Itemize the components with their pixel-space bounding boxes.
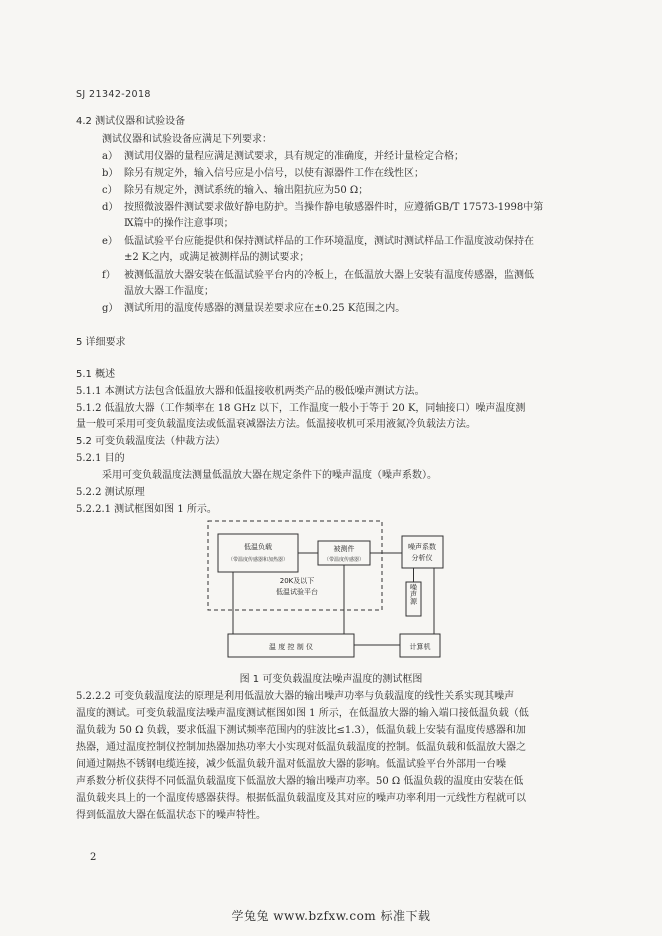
paragraph-line: 温负载为 50 Ω 负载，要求低温下测试频率范围内的驻波比≤1.3），低温负载上安装有温度传感器和加 xyxy=(76,725,526,736)
list-item-label: d） xyxy=(102,202,119,213)
standard-code: SJ 21342-2018 xyxy=(76,89,151,100)
section-5-2-2-heading: 5.2.2 测试原理 xyxy=(76,487,145,498)
paragraph-line: 间通过隔热不锈钢电缆连接，减少低温负载升温对低温放大器的影响。低温试验平台外部用一台噪 xyxy=(76,759,506,770)
list-item-label: e） xyxy=(102,236,118,247)
paragraph-5-1-2-cont: 量一般可采用可变负载温度法或低温衰减器法方法。低温接收机可采用液氮冷负载法方法。 xyxy=(76,419,476,430)
list-item-text: 测试用仪器的量程应满足测试要求，具有规定的准确度，并经计量检定合格； xyxy=(124,151,464,162)
paragraph-5-1-1: 5.1.1 本测试方法包含低温放大器和低温接收机两类产品的极低噪声测试方法。 xyxy=(76,386,425,397)
list-item-text: 按照微波器件测试要求做好静电防护。当操作静电敏感器件时，应遵循GB/T 17573-1998中第 xyxy=(124,202,544,213)
list-item-text: 低温试验平台应能提供和保持测试样品的工作环境温度，测试时测试样品工作温度波动保持在 xyxy=(124,236,534,247)
paragraph-line: 5.2.2.2 可变负载温度法的原理是利用低温放大器的输出噪声功率与负载温度的线性关系实现其噪声 xyxy=(76,691,515,702)
cold-load-sublabel: （带温度传感器和加热器） xyxy=(227,557,289,563)
nfa-label-1: 噪声系数 xyxy=(408,543,436,551)
figure-caption: 图 1 可变负载温度法噪声温度的测试框图 xyxy=(239,674,423,685)
list-item-label: b） xyxy=(102,168,119,179)
list-item-label: a） xyxy=(102,151,118,162)
section-5-2-heading: 5.2 可变负载温度法（仲裁方法） xyxy=(76,436,226,447)
platform-label-2: 低温试验平台 xyxy=(276,588,318,596)
paragraph-line: 声系数分析仪获得不同低温负载温度下低温放大器的输出噪声功率。50 Ω 低温负载的温度由安装在低 xyxy=(76,776,524,787)
paragraph-line: 得到低温放大器在低温状态下的噪声特性。 xyxy=(76,810,266,821)
list-item-text: 除另有规定外，输入信号应是小信号，以使有源器件工作在线性区； xyxy=(124,168,424,179)
list-item-label: c） xyxy=(102,185,118,196)
list-item-text: 测试所用的温度传感器的测量误差要求应在±0.25 K范围之内。 xyxy=(124,303,406,314)
section-5-1-heading: 5.1 概述 xyxy=(76,369,116,380)
list-item-text: ±2 K之内，或满足被测样品的测试要求； xyxy=(124,252,310,263)
computer-label: 计算机 xyxy=(409,643,431,651)
noise-figure-analyzer-box xyxy=(402,536,443,568)
list-item-text: 温放大器工作温度； xyxy=(124,286,214,297)
list-item-text: Ⅸ篇中的操作注意事项； xyxy=(124,218,234,229)
list-item-text: 被测低温放大器安装在低温试验平台内的冷板上，在低温放大器上安装有温度传感器，监测低 xyxy=(124,270,534,281)
paragraph-5-2-2-1: 5.2.2.1 测试框图如图 1 所示。 xyxy=(76,504,217,515)
section-5-heading: 5 详细要求 xyxy=(76,337,126,348)
page-number: 2 xyxy=(90,852,97,863)
paragraph-line: 温度的测试。可变负载温度法噪声温度测试框图如图 1 所示，在低温放大器的输入端口接低温负载（低 xyxy=(76,708,529,719)
cold-load-label: 低温负载 xyxy=(244,543,272,551)
noise-source-label: 噪声源 xyxy=(409,583,418,605)
paragraph-5-1-2: 5.1.2 低温放大器（工作频率在 18 GHz 以下，工作温度一般小于等于 20 K，同轴接口）噪声温度测 xyxy=(76,403,526,414)
temperature-controller-label: 温 度 控 制 仪 xyxy=(269,643,313,651)
footer-watermark: 学兔兔 www.bzfxw.com 标准下载 xyxy=(231,909,431,923)
nfa-label-2: 分析仪 xyxy=(411,554,433,562)
paragraph-line: 温负载夹具上的一个温度传感器获得。根据低温负载温度及其对应的噪声功率利用一元线性方程就可以 xyxy=(76,793,526,804)
list-item-label: f） xyxy=(102,270,116,281)
platform-label-1: 20K及以下 xyxy=(279,577,315,585)
paragraph-line: 热器，通过温度控制仪控制加热器加热功率大小实现对低温负载温度的控制。低温负载和低温放大器之 xyxy=(76,742,526,753)
list-item-label: g） xyxy=(102,303,119,314)
dut-sublabel: （带温度传感器） xyxy=(323,557,365,563)
cold-load-box xyxy=(218,534,298,572)
section-4-2-heading: 4.2 测试仪器和试验设备 xyxy=(76,116,186,127)
list-item-text: 除另有规定外，测试系统的输入、输出阻抗应为50 Ω； xyxy=(124,185,369,196)
section-5-2-1-heading: 5.2.1 目的 xyxy=(76,453,125,464)
section-4-2-intro: 测试仪器和试验设备应满足下列要求： xyxy=(102,134,272,145)
paragraph-5-2-1: 采用可变负载温度法测量低温放大器在规定条件下的噪声温度（噪声系数）。 xyxy=(102,470,437,481)
dut-label: 被测件 xyxy=(333,545,355,553)
